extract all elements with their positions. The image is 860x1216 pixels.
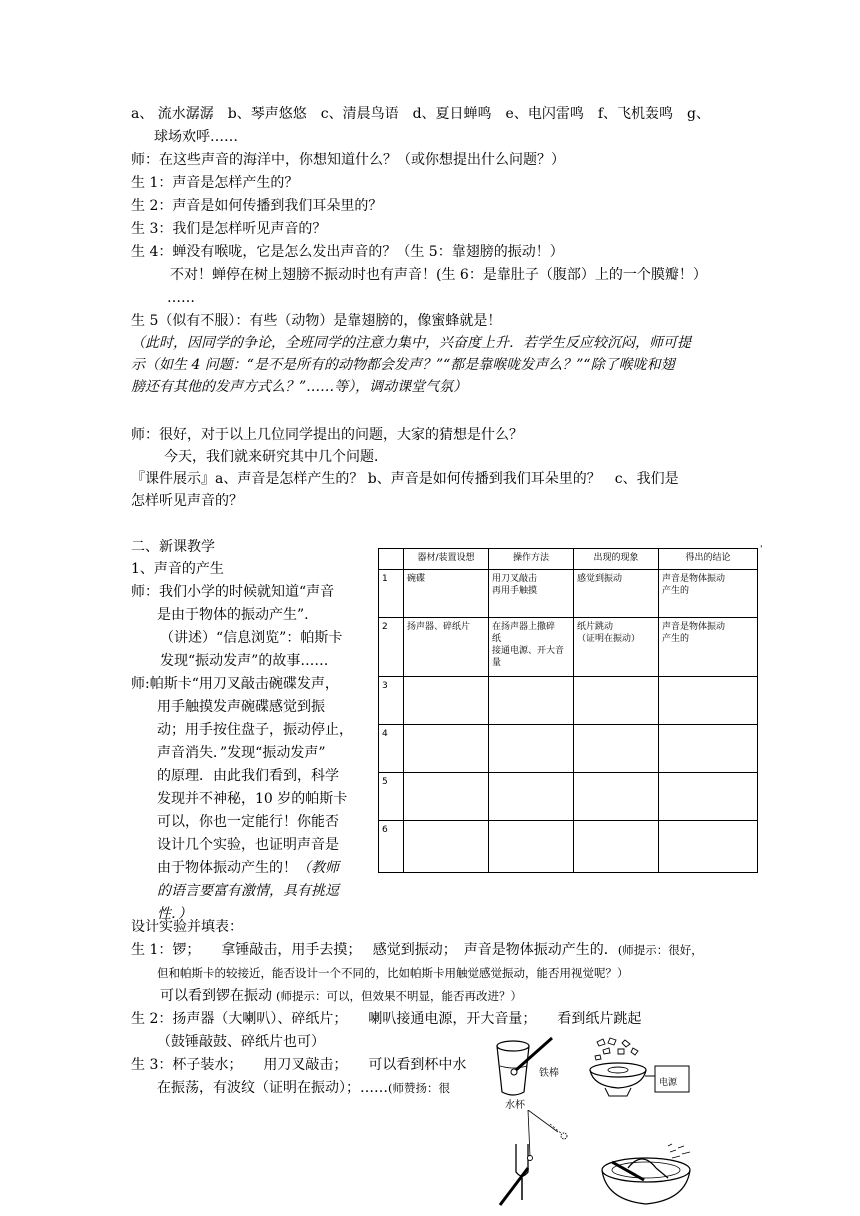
table-cell [574, 773, 659, 821]
courseware-line-2: 怎样听见声音的？ [131, 493, 243, 509]
row-number: 4 [379, 725, 404, 773]
row-number: 2 [379, 618, 404, 677]
left-col-text: 由于物体振动产生的！ [157, 860, 297, 876]
table-header [379, 549, 404, 570]
teacher-note-1: （此时，因同学的争论，全班同学的注意力集中，兴奋度上升．若学生反应较沉闷，师可提 [131, 335, 691, 351]
table-cell [489, 677, 574, 725]
design-s3b-note: (师赞扬：很 [388, 1081, 450, 1095]
cell-line: 产生的 [662, 586, 690, 596]
left-col-line: 声音消失．”发现“振动发声” [157, 745, 326, 761]
design-s1c-note: (师提示：可以，但效果不明显，能否再改进？） [276, 989, 522, 1003]
design-s1-text: 生 1：锣； 拿锤敲击，用手去摸； 感觉到振动； 声音是物体振动产生的． [131, 942, 618, 958]
cup-label: 水杯 [505, 1100, 525, 1111]
left-col-line-last [157, 858, 339, 878]
student-1: 生 1：声音是怎样产生的？ [131, 175, 299, 191]
table-cell [404, 821, 489, 873]
table-row [379, 725, 758, 773]
cell-line: 声音是物体振动 [662, 574, 726, 584]
row-number: 6 [379, 821, 404, 873]
design-s1-note: (师提示：很好， [617, 943, 703, 957]
left-col-italic: （教师 [297, 860, 339, 876]
design-s3b-text: 在振荡，有波纹（证明在振动）；…… [157, 1080, 388, 1096]
teacher-question: 师：在这些声音的海洋中，你想知道什么？（或你想提出什么问题？） [131, 152, 565, 168]
table-cell: 碗碟 [404, 570, 489, 618]
today-line: 今天，我们就来研究其中几个问题． [164, 449, 388, 465]
design-s2-line-2: （鼓锤敲鼓、碎纸片也可） [157, 1034, 325, 1050]
rod-label: 铁棒 [539, 1068, 559, 1079]
design-s1-line-3 [160, 986, 522, 1006]
cell-line: 再用手触摸 [492, 586, 538, 596]
design-s1-note-2: 但和帕斯卡的较接近，能否设计一个不同的，比如帕斯卡用触觉感觉振动，能否用视觉呢？） [157, 966, 629, 980]
courseware-line-1: 『课件展示』a、声音是怎样产生的？ b、声音是如何传播到我们耳朵里的？ c、我们是 [131, 471, 679, 487]
left-col-line: 发现并不神秘，10 岁的帕斯卡 [157, 791, 348, 807]
table-cell [574, 570, 659, 618]
teacher-note-2: 示（如生 4 问题：“是不是所有的动物都会发声？”“都是靠喉咙发声么？”“除了喉咙和翅 [131, 357, 675, 373]
design-s3-line-2 [157, 1078, 450, 1098]
table-row [379, 618, 758, 677]
left-col-line: 用手触摸发声碗碟感觉到振 [157, 699, 325, 715]
row-number: 5 [379, 773, 404, 821]
water-basin-figure [598, 1130, 708, 1212]
left-col-line: 师:帕斯卡“用刀叉敲击碗碟发声， [131, 676, 339, 692]
table-cell [404, 725, 489, 773]
table-cell [659, 570, 758, 618]
cell-line: 纸 [492, 634, 502, 644]
section-subtitle: 1、声音的产生 [131, 561, 224, 577]
teacher-note-3: 膀还有其他的发声方式么？”……等），调动课堂气氛） [131, 379, 468, 395]
left-col-italic-line: 性．） [157, 906, 192, 922]
design-title: 设计实验并填表： [131, 919, 243, 935]
cell-line: （证明在振动） [577, 634, 641, 644]
left-col-line: 可以，你也一定能行！你能否 [157, 814, 339, 830]
table-row [379, 570, 758, 618]
left-col-line: 动；用手按住盘子，振动停止， [157, 722, 353, 738]
table-cell: 扬声器、碎纸片 [404, 618, 489, 677]
tuning-fork-figure [498, 1110, 588, 1210]
student-4-reply: 不对！蝉停在树上翅膀不振动时也有声音！(生 6：是靠肚子（腹部）上的一个膜瓣！） [170, 267, 707, 283]
table-cell [489, 725, 574, 773]
table-cell [574, 821, 659, 873]
cell-line: 纸片跳动 [577, 622, 614, 632]
table-cell [659, 773, 758, 821]
intro-line-1: a、 流水潺潺 b、琴声悠悠 c、清晨鸟语 d、夏日蝉鸣 e、电闪雷鸣 f、飞机轰鸣 g、 [131, 106, 710, 122]
student-4: 生 4：蝉没有喉咙，它是怎么发出声音的？（生 5：靠翅膀的振动！） [131, 244, 564, 260]
design-s2-line: 生 2：扬声器（大喇叭）、碎纸片； 喇叭接通电源，开大音量； 看到纸片跳起 [131, 1011, 642, 1027]
design-s1c-text: 可以看到锣在振动 [160, 988, 272, 1004]
table-cell [489, 821, 574, 873]
cell-line: 感觉到振动 [577, 574, 623, 584]
table-cell [489, 570, 574, 618]
intro-line-2: 球场欢呼…… [154, 129, 238, 145]
power-label: 电源 [659, 1078, 678, 1088]
left-col-line: 设计几个实验，也证明声音是 [157, 837, 339, 853]
table-cell [489, 618, 574, 677]
table-row [379, 821, 758, 873]
table-row [379, 677, 758, 725]
cell-line: 在扬声器上撒碎 [492, 622, 556, 632]
section-title: 二、新课教学 [131, 539, 215, 555]
table-cell [659, 725, 758, 773]
table-cell [574, 725, 659, 773]
design-s1-line [131, 940, 703, 960]
table-header: 得出的结论 [659, 549, 758, 570]
table-header-row [379, 549, 758, 570]
teacher-guess: 师：很好，对于以上几位同学提出的问题，大家的猜想是什么？ [131, 427, 523, 443]
ellipsis: …… [167, 290, 195, 306]
left-col-italic-line: 的语言要富有激情，具有挑逗 [157, 883, 339, 899]
cell-line: 量 [492, 658, 502, 668]
table-header: 器材/装置设想 [404, 549, 489, 570]
table-cell [659, 618, 758, 677]
student-2: 生 2：声音是如何传播到我们耳朵里的？ [131, 198, 383, 214]
left-col-line: （讲述）“信息浏览”：帕斯卡 [160, 630, 343, 646]
cell-line: 用刀叉敲击 [492, 574, 538, 584]
student-3: 生 3：我们是怎样听见声音的？ [131, 221, 327, 237]
row-number: 3 [379, 677, 404, 725]
table-row [379, 773, 758, 821]
table-cell [574, 618, 659, 677]
design-s3-line: 生 3：杯子装水； 用刀叉敲击； 可以看到杯中水 [131, 1057, 467, 1073]
table-cell [659, 677, 758, 725]
table-cell [489, 773, 574, 821]
table-header: 出现的现象 [574, 549, 659, 570]
speaker-figure [585, 1036, 730, 1108]
cell-line: 接通电源、开大音 [492, 646, 565, 656]
table-cell [404, 773, 489, 821]
row-number: 1 [379, 570, 404, 618]
table-cell [404, 677, 489, 725]
left-col-line: 师：我们小学的时候就知道“声音 [131, 584, 335, 600]
left-col-line: 是由于物体的振动产生”. [157, 607, 309, 623]
table-cell [574, 677, 659, 725]
cell-line: 产生的 [662, 634, 690, 644]
table-cell [659, 821, 758, 873]
experiment-table [378, 548, 758, 873]
corner-mark: ' [760, 545, 763, 555]
student-5: 生 5（似有不服）：有些（动物）是靠翅膀的，像蜜蜂就是！ [131, 313, 502, 329]
table-header: 操作方法 [489, 549, 574, 570]
cell-line: 声音是物体振动 [662, 622, 726, 632]
left-col-line: 发现“振动发声”的故事…… [160, 653, 329, 669]
left-col-line: 的原理．由此我们看到，科学 [157, 768, 339, 784]
